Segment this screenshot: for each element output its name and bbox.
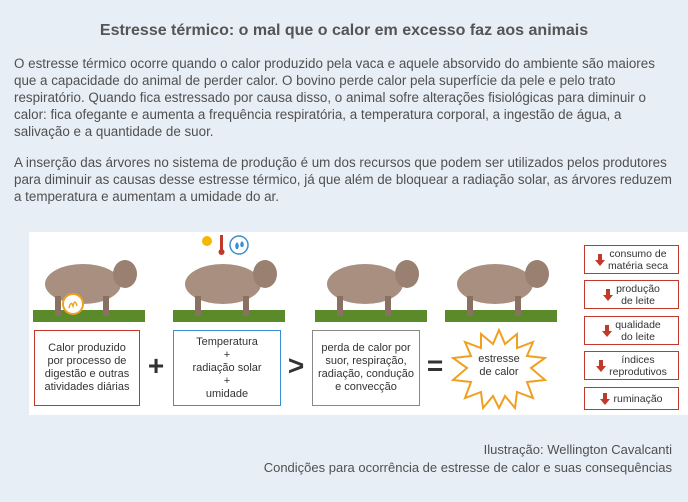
consequence-4-line-2: reprodutivos (609, 365, 667, 378)
consequence-milk-production (584, 280, 679, 309)
box2-line-1: Temperatura (196, 335, 258, 348)
consequence-2-line-1: produção (616, 282, 660, 295)
result-line-2: de calor (479, 366, 519, 378)
heat-produced-box (34, 330, 140, 406)
box2-line-2: + (223, 348, 231, 361)
arrow-down-icon (602, 325, 612, 337)
box1-line-4: atividades diárias (44, 381, 130, 393)
box3-line-2: suor, respiração, (325, 355, 407, 367)
consequence-reproductive-indices (584, 351, 679, 380)
heat-stress-label (451, 353, 547, 379)
consequence-4-line-1: índices (621, 353, 655, 366)
figure-caption: Condições para ocorrência de estresse de calor e suas consequências (263, 460, 672, 475)
box3-line-4: e convecção (335, 381, 397, 393)
box1-line-1: Calor produzido (48, 342, 126, 354)
environment-box (173, 330, 281, 406)
consequence-dry-matter-intake (584, 245, 679, 274)
box3-line-3: radiação, condução (317, 368, 414, 380)
heat-loss-box (312, 330, 420, 406)
arrow-down-icon (595, 254, 605, 266)
illustration-credit: Ilustração: Wellington Cavalcanti (483, 442, 672, 457)
sun-thermometer-water-icon (199, 232, 249, 258)
box3-line-1: perda de calor por (321, 342, 411, 354)
arrow-down-icon (603, 289, 613, 301)
consequence-1-line-2: matéria seca (607, 259, 669, 272)
heat-stress-illustration (29, 232, 688, 415)
greater-than-operator: > (287, 350, 305, 381)
box2-line-3: radiação solar (192, 361, 262, 374)
plus-operator: + (147, 350, 165, 381)
consequence-rumination (584, 387, 679, 410)
cow-image-3 (315, 244, 427, 322)
box2-line-5: umidade (205, 387, 249, 400)
result-line-1: estresse (478, 353, 520, 365)
cow-image-4 (445, 244, 557, 322)
arrow-down-icon (600, 393, 610, 405)
consequence-2-line-2: de leite (621, 294, 655, 307)
box1-line-3: digestão e outras (44, 368, 130, 380)
arrow-down-icon (596, 360, 606, 372)
cow-image-1 (33, 244, 145, 322)
equals-operator: = (426, 350, 444, 381)
consequence-1-line-1: consumo de (609, 247, 667, 260)
consequence-milk-quality (584, 316, 679, 345)
paragraph-2: A inserção das árvores no sistema de produção é um dos recursos que podem ser utilizados pelos produtores para diminuir as causas desse estresse térmico, já que além de bloquear a radiação solar, as árvores reduzem a temperatura e aumentam a umidade do ar. (14, 155, 672, 204)
consequence-3-line-1: qualidade (615, 318, 661, 331)
consequence-5-line-1: ruminação (613, 392, 663, 405)
box1-line-2: por processo de (47, 355, 127, 367)
page-title: Estresse térmico: o mal que o calor em excesso faz aos animais (99, 22, 589, 39)
paragraph-1: O estresse térmico ocorre quando o calor produzido pela vaca e aquele absorvido do ambiente são maiores que a capacidade do animal de perder calor. O bovino perde calor pela superfície da pele e pelo trato respiratório. Quando fica estressado por causa disso, o animal sofre alterações fisiológicas para diminuir o calor: fica ofegante e aumenta a frequência respiratória, a temperatura corporal, a ingestão de água, a salivação e a quantidade de suor. (14, 56, 655, 139)
box2-line-4: + (223, 374, 231, 387)
consequence-3-line-2: do leite (621, 330, 655, 343)
